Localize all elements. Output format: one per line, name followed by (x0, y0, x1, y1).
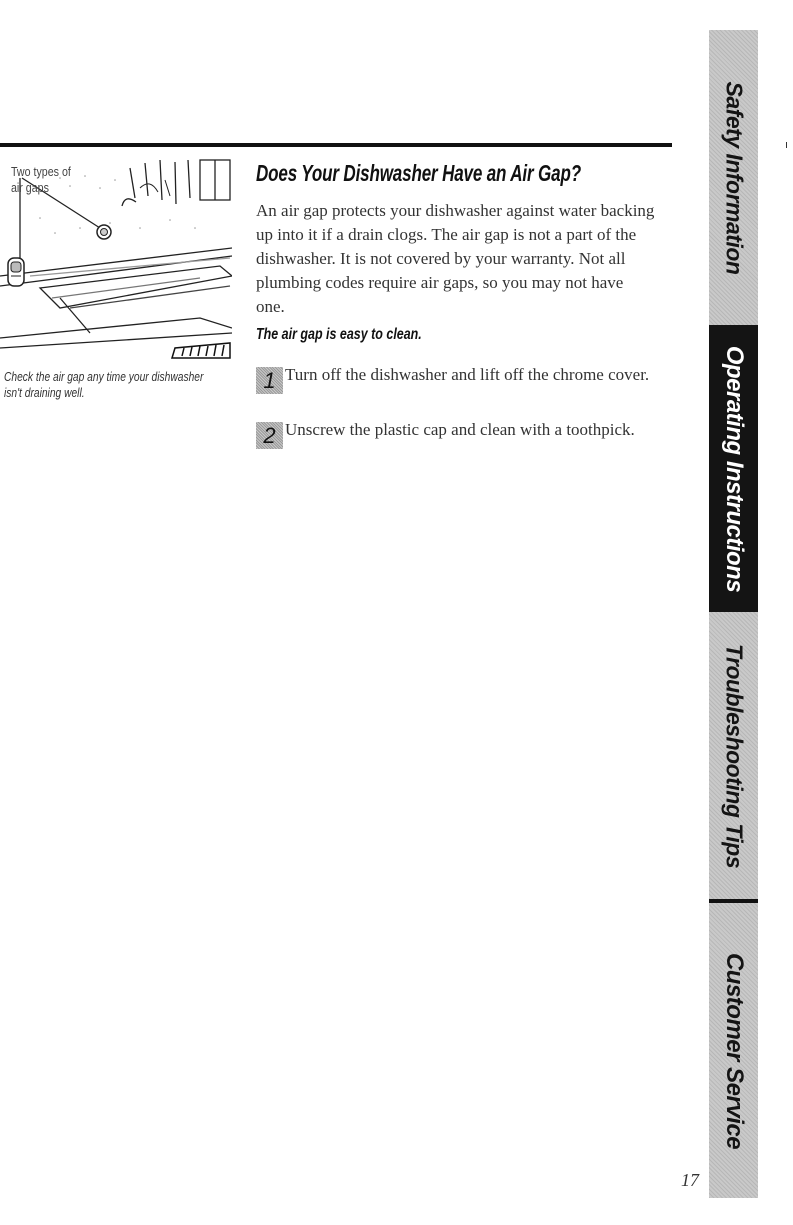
tab-label: Operating Instructions (720, 345, 748, 592)
tab-label: Safety Information (721, 81, 747, 274)
step-item (256, 418, 676, 448)
step-text: Unscrew the plastic cap and clean with a toothpick. (285, 420, 635, 439)
step-number-badge: 2 (256, 422, 283, 449)
tab-operating-instructions[interactable] (709, 325, 758, 612)
intro-paragraph: An air gap protects your dishwasher against water backing up into it if a drain clogs. The air gap is not a part of the dishwasher. It is not covered by your warranty. Not all plumbing codes require air gaps, so you may not have one. (256, 201, 655, 316)
cleaning-subheading: The air gap is easy to clean. (256, 326, 422, 343)
tab-troubleshooting-tips[interactable] (709, 612, 758, 899)
step-text: Turn off the dishwasher and lift off the chrome cover. (285, 365, 650, 384)
step-item (256, 363, 676, 393)
page-number: 17 (681, 1170, 699, 1190)
top-rule (0, 143, 672, 147)
margin-mark (786, 142, 787, 148)
tab-customer-service[interactable] (709, 903, 758, 1198)
tab-label: Customer Service (720, 952, 748, 1149)
tab-label: Troubleshooting Tips (721, 643, 747, 868)
step-number-badge: 1 (256, 367, 283, 394)
illustration-label: Two types of air gaps (11, 164, 71, 195)
tab-safety-information[interactable] (709, 30, 758, 325)
section-heading: Does Your Dishwasher Have an Air Gap? (256, 160, 581, 186)
illustration-caption: Check the air gap any time your dishwasher isn't draining well. (4, 370, 204, 400)
section-tabs (709, 0, 758, 1225)
